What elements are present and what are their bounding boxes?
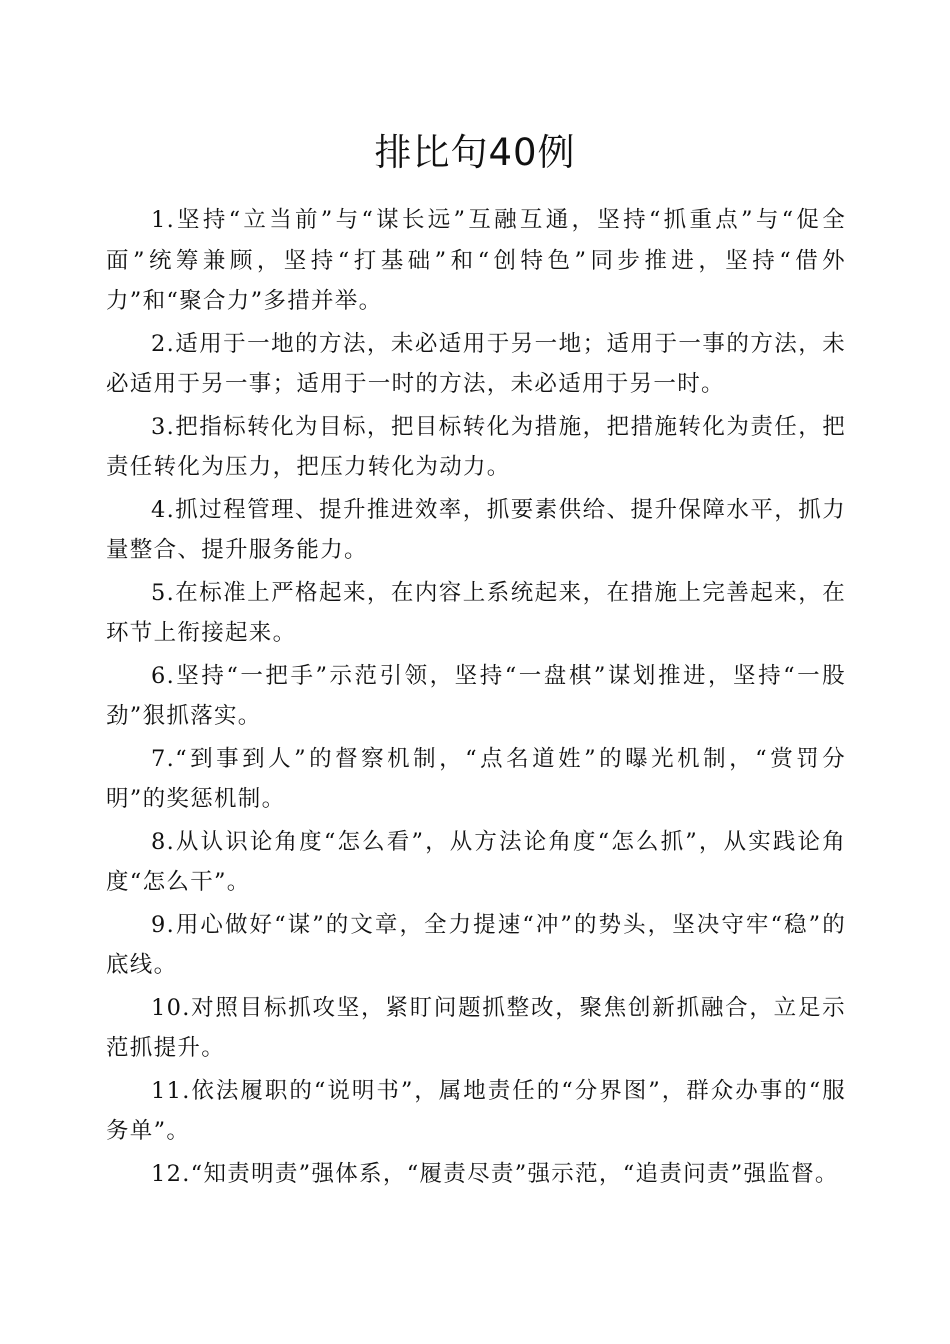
paragraph-2: 2.适用于一地的方法，未必适用于另一地；适用于一事的方法，未必适用于另一事；适用于一时的方法，未必适用于另一时。	[106, 330, 846, 397]
paragraph-8: 8.从认识论角度“怎么看”，从方法论角度“怎么抓”，从实践论角度“怎么干”。	[106, 828, 846, 895]
paragraph-4: 4.抓过程管理、提升推进效率，抓要素供给、提升保障水平，抓力量整合、提升服务能力。	[106, 496, 846, 563]
page-title: 排比句40例	[374, 131, 576, 174]
paragraph-3: 3.把指标转化为目标，把目标转化为措施，把措施转化为责任，把责任转化为压力，把压力转化为动力。	[106, 413, 846, 480]
paragraph-7: 7.“到事到人”的督察机制，“点名道姓”的曝光机制，“赏罚分明”的奖惩机制。	[106, 745, 846, 812]
paragraph-6: 6.坚持“一把手”示范引领，坚持“一盘棋”谋划推进，坚持“一股劲”狠抓落实。	[106, 662, 846, 729]
paragraph-10: 10.对照目标抓攻坚，紧盯问题抓整改，聚焦创新抓融合，立足示范抓提升。	[106, 994, 846, 1061]
document-body	[106, 200, 846, 1196]
paragraph-9: 9.用心做好“谋”的文章，全力提速“冲”的势头，坚决守牢“稳”的底线。	[106, 911, 846, 978]
paragraph-1: 1.坚持“立当前”与“谋长远”互融互通，坚持“抓重点”与“促全面”统筹兼顾，坚持“打基础”和“创特色”同步推进，坚持“借外力”和“聚合力”多措并举。	[106, 207, 846, 314]
paragraph-12: 12.“知责明责”强体系，“履责尽责”强示范，“追责问责”强监督。	[151, 1160, 839, 1187]
paragraph-11: 11.依法履职的“说明书”，属地责任的“分界图”，群众办事的“服务单”。	[106, 1077, 846, 1144]
paragraph-5: 5.在标准上严格起来，在内容上系统起来，在措施上完善起来，在环节上衔接起来。	[106, 579, 846, 646]
